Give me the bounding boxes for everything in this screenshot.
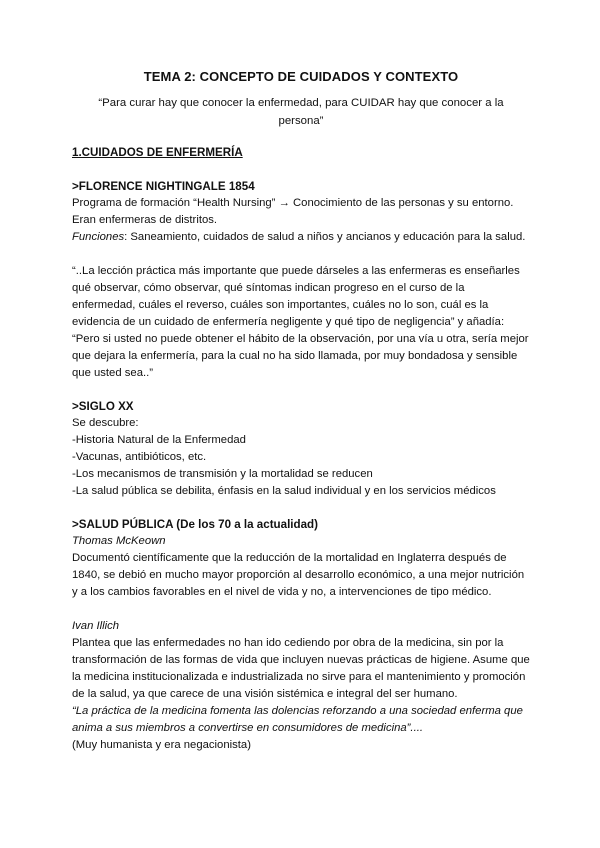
section-heading-cuidados: 1.CUIDADOS DE ENFERMERÍA bbox=[72, 146, 243, 159]
nightingale-functions bbox=[72, 229, 530, 246]
epigraph: “Para curar hay que conocer la enfermedad, para CUIDAR hay que conocer a la persona” bbox=[98, 97, 504, 127]
nightingale-heading: >FLORENCE NIGHTINGALE 1854 bbox=[72, 180, 255, 193]
functions-label: Funciones bbox=[72, 231, 125, 243]
page-title: TEMA 2: CONCEPTO DE CUIDADOS Y CONTEXTO bbox=[143, 69, 459, 84]
siglo-heading: >SIGLO XX bbox=[72, 400, 134, 413]
mckeown-text: Documentó científicamente que la reducción de la mortalidad en Inglaterra después de 1840, se debió en mucho mayor proporción al desarrollo económico, a una mejor nutrición y a los cambios favorables en el nivel de vida y no, a intervenciones de tipo médico. bbox=[72, 552, 525, 598]
salud-publica-heading: >SALUD PÚBLICA (De los 70 a la actualidad) bbox=[72, 518, 318, 531]
illich-text: Plantea que las enfermedades no han ido cediendo por obra de la medicina, sin por la transformación de las formas de vida que incluyen nuevas prácticas de higiene. Asume que la medicina institucionalizada e industrializada no sirve para el mantenimiento y promoción de la salud, ya que carece de una visión sistémica e integral del ser humano. bbox=[72, 637, 530, 700]
nightingale-quote: “..La lección práctica más importante que puede dárseles a las enfermeras es enseñarles qué observar, cómo observar, qué síntomas indican progreso en el curso de la enfermedad, cuáles el reverso, cuáles son importantes, cuáles no lo son, cuál es la evidencia de un cuidado de enfermería negligente y qué tipo de negligencia” y añadía: “Pero si usted no puede obtener el hábito de la observación, por una vía u otra, sería mejor que dejara la enfermería, para la cual no ha sido llamada, por muy bondadosa y sensible que usted sea..” bbox=[72, 265, 529, 379]
functions-text: : Saneamiento, cuidados de salud a niños y ancianos y educación para la salud. bbox=[124, 231, 526, 243]
list-item: -Historia Natural de la Enfermedad bbox=[72, 434, 246, 446]
document-page bbox=[72, 68, 530, 754]
nightingale-program: Programa de formación “Health Nursing” → Conocimiento de las personas y su entorno. Eran enfermeras de distritos. bbox=[72, 197, 514, 226]
list-item: -Los mecanismos de transmisión y la mortalidad se reducen bbox=[72, 468, 373, 480]
list-item: -Vacunas, antibióticos, etc. bbox=[72, 451, 207, 463]
list-item: -La salud pública se debilita, énfasis en la salud individual y en los servicios médicos bbox=[72, 485, 496, 497]
siglo-intro: Se descubre: bbox=[72, 417, 139, 429]
mckeown-name: Thomas McKeown bbox=[72, 535, 166, 547]
illich-note: (Muy humanista y era negacionista) bbox=[72, 739, 251, 751]
illich-quote: “La práctica de la medicina fomenta las dolencias reforzando a una sociedad enferma que anima a sus miembros a convertirse en consumidores de medicina”.... bbox=[72, 705, 523, 734]
illich-name: Ivan Illich bbox=[72, 620, 120, 632]
